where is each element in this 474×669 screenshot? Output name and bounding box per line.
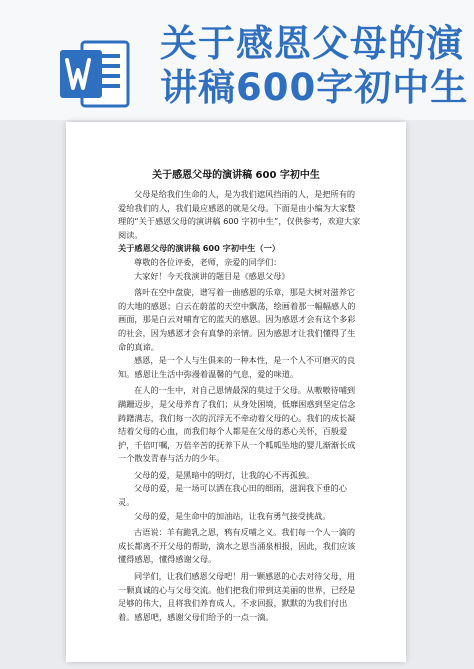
banner-title-line-1: 关于感恩父母的演	[160, 22, 464, 65]
section-heading: 关于感恩父母的演讲稿 600 字初中生（一）	[118, 243, 280, 254]
word-icon	[56, 36, 132, 112]
banner-title-line-2: 讲稿600字初中生	[160, 66, 469, 109]
paragraph-love-1: 父母的爱，是黑暗中的明灯，让我的心不再孤独。	[134, 469, 315, 480]
document-body	[118, 188, 363, 624]
paragraph-proverb: 古语说：羊有跪乳之恩，鸦有反哺之义。我们每一个人一滴的成长都离不开父母的帮助，滴水之恩当涌泉相报，因此，我们应该懂得感恩，懂得感谢父母。	[118, 527, 356, 565]
paragraph-love-3: 父母的爱，是生命中的加油站，让我有勇气接受挑战。	[134, 510, 331, 521]
paragraph-topic: 大家好！今天我演讲的题目是《感恩父母》	[134, 270, 290, 281]
paragraph-love-2: 父母的爱，是一场可以洒在我心田的细雨，滋润我下垂的心灵。	[118, 483, 347, 508]
paragraph-parents: 在人的一生中，对自己恩情最深的莫过于父母。从嗷嗷待哺到蹒跚迈步，是父母养育了我们；从身处困境，低靡困惑到坚定信念踌躇满志，我们每一次的沉浮无不牵动着父母的心。我们的成长凝结着父母的心血，而我们每个人都是在父母的悉心关怀，百般爱护，千倍叮嘱，万倍辛苦的抚养下从一个呱呱坠地的婴儿渐渐长成一个散发青春与活力的少年。	[118, 385, 356, 464]
document-title: 关于感恩父母的演讲稿 600 字初中生	[152, 170, 320, 181]
paragraph-greeting: 尊敬的各位评委，老师，亲爱的同学们：	[134, 256, 282, 267]
document-page	[66, 122, 406, 662]
banner	[0, 0, 474, 120]
paragraph-gratitude: 感恩，是一个人与生俱来的一种本性，是一个人不可磨灭的良知。感恩让生活中弥漫着温馨的气息，爱的味道。	[118, 355, 356, 379]
paragraph-leaves: 落叶在空中盘旋，谱写着一曲感恩的乐章，那是大树对滋养它的大地的感恩；白云在蔚蓝的天空中飘荡，绘画着那一幅幅感人的画面，那是白云对哺育它的蓝天的感恩。因为感恩才会有这个多彩的社会，因为感恩才会有真挚的亲情。因为感恩才让我们懂得了生命的真谛。	[118, 287, 356, 352]
paragraph-closing: 同学们，让我们感恩父母吧！用一颗感恩的心去对待父母，用一颗真诚的心与父母交流。他们把我们带到这美丽的世界，已经是足够的伟大，且将我们养育成人，不求回报，默默的为我们付出着。感恩吧，感谢父母们给予的一点一滴。	[118, 571, 356, 622]
paragraph-intro: 父母是给我们生命的人，是为我们遮风挡雨的人，是把所有的爱给我们的人，我们最应感恩的就是父母。下面是由小编为大家整理的“关于感恩父母的演讲稿 600 字初中生”，仅供参考，欢迎大家阅读。	[118, 189, 361, 240]
